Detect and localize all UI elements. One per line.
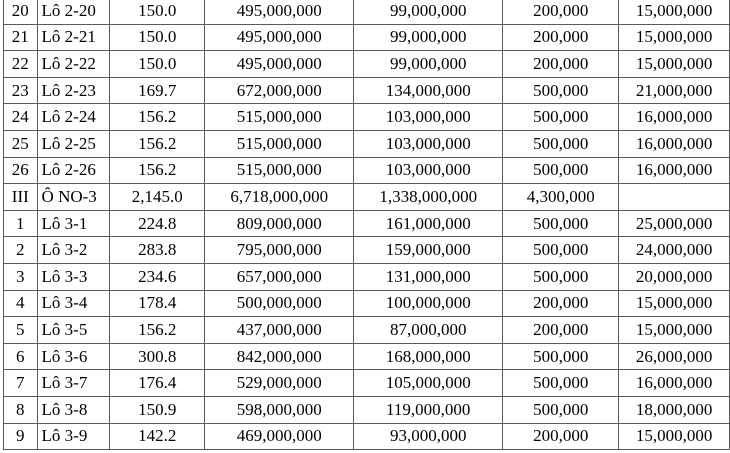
lot-price-table — [3, 0, 730, 450]
table-cell: 495,000,000 — [205, 24, 354, 51]
table-cell: 8 — [4, 396, 38, 423]
table-cell: 25 — [4, 130, 38, 157]
table-cell: 1,338,000,000 — [354, 184, 503, 211]
table-row — [4, 317, 730, 344]
table-row — [4, 423, 730, 450]
table-cell: 20,000,000 — [619, 263, 730, 290]
table-cell: 500,000 — [503, 130, 619, 157]
table-cell: 3 — [4, 263, 38, 290]
table-cell: 176.4 — [110, 370, 205, 397]
table-cell: 156.2 — [110, 104, 205, 131]
table-cell: 150.9 — [110, 396, 205, 423]
table-cell: 156.2 — [110, 317, 205, 344]
table-cell: 500,000 — [503, 77, 619, 104]
table-cell: Lô 3-2 — [37, 237, 110, 264]
table-cell: 283.8 — [110, 237, 205, 264]
table-cell: 178.4 — [110, 290, 205, 317]
table-cell: 100,000,000 — [354, 290, 503, 317]
table-cell: 500,000 — [503, 157, 619, 184]
table-row — [4, 263, 730, 290]
table-cell: 500,000 — [503, 370, 619, 397]
table-cell: Lô 3-7 — [37, 370, 110, 397]
table-cell: 142.2 — [110, 423, 205, 450]
table-cell: Lô 2-21 — [37, 24, 110, 51]
table-cell: 16,000,000 — [619, 104, 730, 131]
table-cell: 200,000 — [503, 51, 619, 78]
table-cell: III — [4, 184, 38, 211]
table-cell: 16,000,000 — [619, 157, 730, 184]
table-cell: 224.8 — [110, 210, 205, 237]
table-row — [4, 396, 730, 423]
table-row — [4, 104, 730, 131]
table-cell: 809,000,000 — [205, 210, 354, 237]
table-cell: 5 — [4, 317, 38, 344]
table-cell: Lô 3-3 — [37, 263, 110, 290]
table-cell: Lô 2-25 — [37, 130, 110, 157]
table-cell: 159,000,000 — [354, 237, 503, 264]
table-cell: 437,000,000 — [205, 317, 354, 344]
table-cell: 672,000,000 — [205, 77, 354, 104]
table-cell: 6 — [4, 343, 38, 370]
table-row — [4, 0, 730, 24]
table-cell: Lô 2-20 — [37, 0, 110, 24]
table-cell: 9 — [4, 423, 38, 450]
table-cell: Lô 3-5 — [37, 317, 110, 344]
table-cell: 134,000,000 — [354, 77, 503, 104]
table-row — [4, 77, 730, 104]
table-cell: 2 — [4, 237, 38, 264]
table-cell: 2,145.0 — [110, 184, 205, 211]
table-row — [4, 24, 730, 51]
table-row — [4, 184, 730, 211]
table-cell: 87,000,000 — [354, 317, 503, 344]
table-cell: 515,000,000 — [205, 104, 354, 131]
table-cell: 500,000 — [503, 263, 619, 290]
table-cell: 515,000,000 — [205, 157, 354, 184]
table-cell: 15,000,000 — [619, 423, 730, 450]
table-row — [4, 290, 730, 317]
table-cell: 23 — [4, 77, 38, 104]
table-cell: 4 — [4, 290, 38, 317]
table-cell: 168,000,000 — [354, 343, 503, 370]
table-cell: 469,000,000 — [205, 423, 354, 450]
table-cell: Ô NO-3 — [37, 184, 110, 211]
table-cell: 1 — [4, 210, 38, 237]
table-cell: 200,000 — [503, 24, 619, 51]
table-cell: 500,000,000 — [205, 290, 354, 317]
table-cell: 93,000,000 — [354, 423, 503, 450]
table-row — [4, 157, 730, 184]
table-cell: 200,000 — [503, 423, 619, 450]
table-cell: 200,000 — [503, 317, 619, 344]
table-cell: 156.2 — [110, 130, 205, 157]
table-cell: 150.0 — [110, 24, 205, 51]
table-cell: 150.0 — [110, 0, 205, 24]
table-cell: 234.6 — [110, 263, 205, 290]
table-cell: 300.8 — [110, 343, 205, 370]
table-cell — [619, 184, 730, 211]
table-cell: 105,000,000 — [354, 370, 503, 397]
table-cell: 515,000,000 — [205, 130, 354, 157]
table-cell: 99,000,000 — [354, 24, 503, 51]
table-cell: 15,000,000 — [619, 0, 730, 24]
table-row — [4, 343, 730, 370]
table-cell: 16,000,000 — [619, 370, 730, 397]
table-cell: 99,000,000 — [354, 0, 503, 24]
table-cell: 103,000,000 — [354, 157, 503, 184]
table-cell: 495,000,000 — [205, 51, 354, 78]
table-cell: 20 — [4, 0, 38, 24]
table-cell: 15,000,000 — [619, 24, 730, 51]
table-cell: Lô 2-23 — [37, 77, 110, 104]
table-cell: 21 — [4, 24, 38, 51]
table-row — [4, 51, 730, 78]
table-cell: 200,000 — [503, 0, 619, 24]
table-cell: 15,000,000 — [619, 290, 730, 317]
table-cell: 200,000 — [503, 290, 619, 317]
table-cell: Lô 3-1 — [37, 210, 110, 237]
table-cell: 4,300,000 — [503, 184, 619, 211]
table-row — [4, 130, 730, 157]
table-cell: 99,000,000 — [354, 51, 503, 78]
table-cell: 500,000 — [503, 237, 619, 264]
table-cell: 598,000,000 — [205, 396, 354, 423]
table-cell: 26 — [4, 157, 38, 184]
table-cell: 26,000,000 — [619, 343, 730, 370]
table-cell: 529,000,000 — [205, 370, 354, 397]
table-cell: Lô 2-22 — [37, 51, 110, 78]
table-cell: 119,000,000 — [354, 396, 503, 423]
table-row — [4, 237, 730, 264]
table-cell: 156.2 — [110, 157, 205, 184]
lot-table-body — [4, 0, 730, 450]
table-cell: Lô 2-24 — [37, 104, 110, 131]
table-cell: Lô 2-26 — [37, 157, 110, 184]
table-row — [4, 370, 730, 397]
table-cell: 500,000 — [503, 104, 619, 131]
table-cell: 18,000,000 — [619, 396, 730, 423]
table-cell: 103,000,000 — [354, 130, 503, 157]
table-cell: 657,000,000 — [205, 263, 354, 290]
table-cell: 24 — [4, 104, 38, 131]
table-cell: 150.0 — [110, 51, 205, 78]
table-cell: 169.7 — [110, 77, 205, 104]
table-cell: 500,000 — [503, 343, 619, 370]
table-cell: Lô 3-6 — [37, 343, 110, 370]
table-cell: 24,000,000 — [619, 237, 730, 264]
table-cell: 6,718,000,000 — [205, 184, 354, 211]
table-cell: 15,000,000 — [619, 317, 730, 344]
table-cell: 16,000,000 — [619, 130, 730, 157]
table-cell: 15,000,000 — [619, 51, 730, 78]
table-cell: 500,000 — [503, 210, 619, 237]
table-cell: 795,000,000 — [205, 237, 354, 264]
table-cell: 131,000,000 — [354, 263, 503, 290]
table-cell: 21,000,000 — [619, 77, 730, 104]
table-cell: 842,000,000 — [205, 343, 354, 370]
table-cell: 495,000,000 — [205, 0, 354, 24]
table-cell: 500,000 — [503, 396, 619, 423]
table-cell: 161,000,000 — [354, 210, 503, 237]
table-cell: Lô 3-8 — [37, 396, 110, 423]
table-cell: 103,000,000 — [354, 104, 503, 131]
table-row — [4, 210, 730, 237]
table-cell: Lô 3-4 — [37, 290, 110, 317]
table-cell: 25,000,000 — [619, 210, 730, 237]
table-cell: 7 — [4, 370, 38, 397]
table-cell: 22 — [4, 51, 38, 78]
table-cell: Lô 3-9 — [37, 423, 110, 450]
